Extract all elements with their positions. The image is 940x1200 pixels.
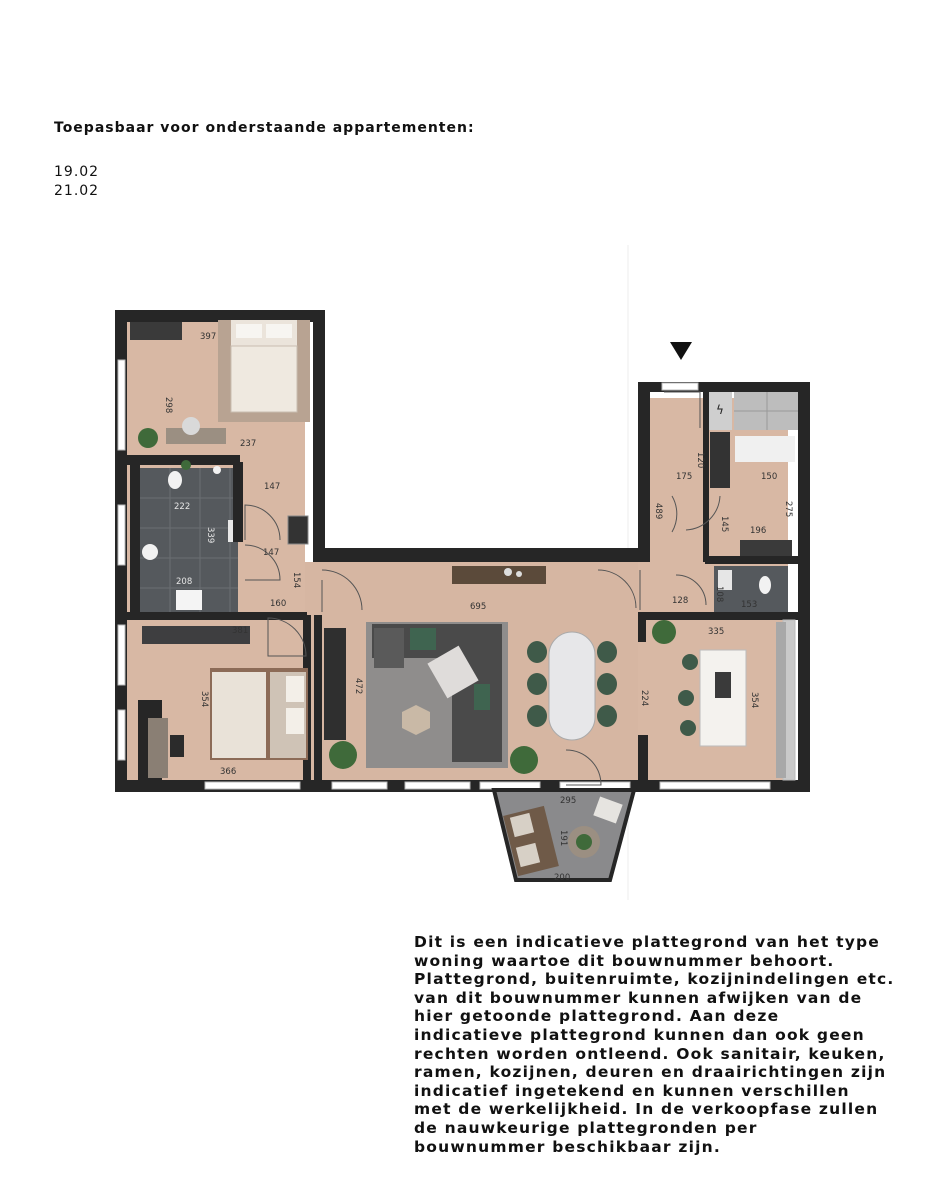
dim-label: 275	[783, 501, 793, 518]
dim-label: 128	[672, 596, 689, 606]
dim-label: 489	[653, 503, 663, 520]
dim-label: 335	[708, 627, 725, 637]
dining-table-icon	[549, 632, 595, 740]
electric-icon: ϟ	[716, 403, 724, 417]
dim-label: 147	[263, 548, 280, 558]
chair-icon	[170, 735, 184, 757]
hob-icon	[715, 672, 731, 698]
desk-icon	[148, 718, 168, 778]
dim-label: 695	[470, 602, 487, 612]
dim-label: 222	[174, 502, 191, 512]
unit-number-1: 19.02	[54, 164, 100, 180]
stool-icon	[142, 544, 158, 560]
washing-machine-icon	[735, 436, 795, 462]
plant-icon	[181, 460, 191, 470]
dim-label: 295	[560, 796, 577, 806]
dim-label: 154	[291, 572, 301, 589]
unit-number-2: 21.02	[54, 183, 100, 199]
dim-label: 120	[695, 452, 705, 469]
wardrobe	[130, 322, 182, 340]
kitchen-counter	[776, 622, 786, 778]
tap-icon	[213, 466, 221, 474]
bathroom	[140, 466, 238, 614]
dim-label: 145	[719, 516, 729, 533]
dim-label: 354	[749, 692, 759, 709]
dim-label: 224	[639, 690, 649, 707]
dim-label: 160	[270, 599, 287, 609]
entrance-arrow-icon	[670, 342, 692, 360]
sink-cabinet-icon	[740, 540, 792, 558]
dim-label: 397	[200, 332, 217, 342]
toilet-icon	[168, 471, 182, 489]
dim-label: 208	[176, 577, 193, 587]
sideboard-icon	[452, 566, 546, 584]
plant-icon	[510, 746, 538, 774]
dim-label: 147	[264, 482, 281, 492]
dim-label: 196	[750, 526, 767, 536]
chair-icon	[182, 417, 200, 435]
dim-label: 191	[558, 830, 568, 847]
dim-label: 366	[220, 767, 237, 777]
dim-label: 200	[554, 873, 571, 883]
dim-label: 339	[205, 527, 215, 544]
dim-label: 108	[714, 586, 724, 603]
dim-label: 153	[741, 600, 758, 610]
dim-label: 175	[676, 472, 693, 482]
washing-machine-icon	[710, 432, 730, 488]
dim-label: 354	[199, 691, 209, 708]
sink-icon	[176, 590, 202, 610]
plant-icon	[329, 741, 357, 769]
plant-icon	[652, 620, 676, 644]
tv-cabinet-icon	[324, 628, 346, 740]
page-title: Toepasbaar voor onderstaande appartementen:	[54, 120, 475, 136]
dim-label: 150	[761, 472, 778, 482]
toilet-icon	[759, 576, 771, 594]
plant-icon	[138, 428, 158, 448]
dim-label: 298	[163, 397, 173, 414]
dim-label: 472	[353, 678, 363, 695]
dim-label: 381	[232, 626, 249, 636]
dim-label: 237	[240, 439, 257, 449]
shaft	[288, 516, 308, 544]
disclaimer-text: Dit is een indicatieve plattegrond van het type woning waartoe dit bouwnummer behoort. Plattegrond, buitenruimte, kozijnindelingen etc. van dit bouwnummer kunnen afwijken van de hier getoonde plattegrond. Aan deze indicatieve plattegrond kunnen dan ook geen rechten worden ontleend. Ook sanitair, keuken, ramen, kozijnen, deuren en draairichtingen zijn indicatief ingetekend en kunnen verschillen met de werkelijkheid. In de verkoopfase zullen de nauwkeurige plattegronden per bouwnummer beschikbaar zijn.	[414, 933, 895, 1156]
